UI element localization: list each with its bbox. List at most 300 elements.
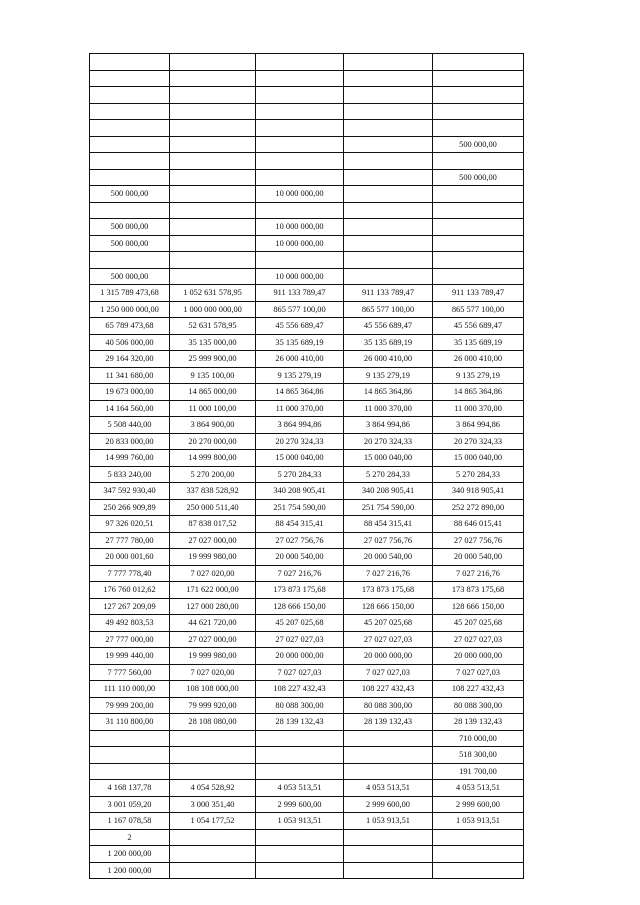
table-cell: 9 135 279,19: [433, 367, 524, 384]
table-row: [90, 153, 524, 170]
table-cell: 52 631 578,95: [170, 318, 256, 335]
table-cell: 500 000,00: [90, 186, 170, 203]
table-cell: [170, 763, 256, 780]
table-cell: 45 556 689,47: [344, 318, 433, 335]
table-cell: 500 000,00: [90, 219, 170, 236]
table-cell: 127 267 209,09: [90, 598, 170, 615]
table-cell: [90, 120, 170, 137]
table-cell: [344, 252, 433, 269]
table-cell: [256, 202, 344, 219]
table-cell: [170, 153, 256, 170]
table-cell: [344, 54, 433, 71]
table-cell: 7 027 216,76: [256, 565, 344, 582]
table-cell: 87 838 017,52: [170, 516, 256, 533]
table-cell: 14 999 760,00: [90, 450, 170, 467]
table-cell: [256, 252, 344, 269]
table-row: [90, 384, 524, 401]
table-cell: 20 000 000,00: [433, 648, 524, 665]
table-cell: 11 341 680,00: [90, 367, 170, 384]
table-cell: 9 135 279,19: [344, 367, 433, 384]
table-cell: [433, 54, 524, 71]
table-cell: 173 873 175,68: [344, 582, 433, 599]
table-cell: 2 999 600,00: [344, 796, 433, 813]
table-cell: 171 622 000,00: [170, 582, 256, 599]
table-cell: 1 250 000 000,00: [90, 301, 170, 318]
table-cell: [344, 87, 433, 104]
table-cell: 4 168 137,78: [90, 780, 170, 797]
table-cell: [170, 252, 256, 269]
table-cell: [433, 846, 524, 863]
table-cell: 35 135 689,19: [433, 334, 524, 351]
table-cell: 1 053 913,51: [256, 813, 344, 830]
table-cell: [256, 87, 344, 104]
table-cell: 911 133 789,47: [344, 285, 433, 302]
table-cell: 11 000 370,00: [433, 400, 524, 417]
table-cell: 4 054 528,92: [170, 780, 256, 797]
table-cell: 710 000,00: [433, 730, 524, 747]
table-cell: 88 646 015,41: [433, 516, 524, 533]
table-cell: [344, 235, 433, 252]
table-cell: 2: [90, 829, 170, 846]
table-cell: [170, 169, 256, 186]
table-cell: 5 270 284,33: [344, 466, 433, 483]
table-cell: 20 000 540,00: [433, 549, 524, 566]
financial-table: [89, 53, 524, 879]
table-cell: 5 270 284,33: [433, 466, 524, 483]
table-cell: [90, 252, 170, 269]
table-row: [90, 169, 524, 186]
table-row: [90, 136, 524, 153]
table-cell: [90, 136, 170, 153]
table-cell: 7 027 216,76: [344, 565, 433, 582]
table-cell: 27 027 027,03: [433, 631, 524, 648]
table-cell: [170, 862, 256, 879]
table-cell: [433, 103, 524, 120]
table-cell: 44 621 720,00: [170, 615, 256, 632]
table-cell: [90, 153, 170, 170]
table-cell: 88 454 315,41: [344, 516, 433, 533]
table-cell: 45 556 689,47: [256, 318, 344, 335]
table-cell: [90, 87, 170, 104]
table-cell: 27 027 756,76: [433, 532, 524, 549]
table-row: [90, 87, 524, 104]
table-cell: 7 027 216,76: [433, 565, 524, 582]
table-cell: 1 054 177,52: [170, 813, 256, 830]
table-cell: [170, 186, 256, 203]
table-row: [90, 532, 524, 549]
table-cell: [344, 747, 433, 764]
table-cell: 25 999 900,00: [170, 351, 256, 368]
table-cell: 108 227 432,43: [256, 681, 344, 698]
table-cell: [344, 153, 433, 170]
table-row: [90, 829, 524, 846]
table-cell: 4 053 513,51: [256, 780, 344, 797]
table-cell: 28 139 132,43: [433, 714, 524, 731]
table-row: [90, 54, 524, 71]
table-cell: 7 027 020,00: [170, 565, 256, 582]
table-cell: 79 999 200,00: [90, 697, 170, 714]
table-cell: [90, 730, 170, 747]
table-cell: 5 270 200,00: [170, 466, 256, 483]
table-cell: [344, 730, 433, 747]
table-cell: 14 999 800,00: [170, 450, 256, 467]
table-cell: 865 577 100,00: [433, 301, 524, 318]
table-cell: [344, 268, 433, 285]
table-cell: 26 000 410,00: [344, 351, 433, 368]
table-cell: 20 270 000,00: [170, 433, 256, 450]
table-cell: 500 000,00: [90, 268, 170, 285]
table-cell: 3 864 994,86: [433, 417, 524, 434]
table-cell: 20 270 324,33: [433, 433, 524, 450]
table-row: [90, 813, 524, 830]
table-cell: 27 027 027,03: [256, 631, 344, 648]
table-cell: [433, 120, 524, 137]
table-row: [90, 318, 524, 335]
table-cell: 250 000 511,40: [170, 499, 256, 516]
table-cell: 1 053 913,51: [433, 813, 524, 830]
table-cell: [90, 202, 170, 219]
table-cell: [256, 763, 344, 780]
table-cell: [433, 219, 524, 236]
table-cell: 35 135 000,00: [170, 334, 256, 351]
table-row: [90, 582, 524, 599]
table-cell: [433, 829, 524, 846]
table-cell: [256, 54, 344, 71]
table-cell: [90, 747, 170, 764]
table-cell: 340 208 905,41: [256, 483, 344, 500]
table-cell: 1 200 000,00: [90, 862, 170, 879]
table-cell: [90, 103, 170, 120]
table-row: [90, 664, 524, 681]
table-cell: 28 108 080,00: [170, 714, 256, 731]
table-cell: 15 000 040,00: [344, 450, 433, 467]
table-cell: 518 300,00: [433, 747, 524, 764]
table-cell: [170, 70, 256, 87]
table-row: [90, 615, 524, 632]
table-cell: [344, 103, 433, 120]
table-row: [90, 796, 524, 813]
table-cell: [170, 730, 256, 747]
table-row: [90, 186, 524, 203]
table-cell: [256, 862, 344, 879]
table-cell: 111 110 000,00: [90, 681, 170, 698]
table-cell: 5 508 440,00: [90, 417, 170, 434]
table-row: [90, 846, 524, 863]
table-cell: 340 208 905,41: [344, 483, 433, 500]
table-cell: [170, 747, 256, 764]
table-row: [90, 714, 524, 731]
table-cell: 2 999 600,00: [256, 796, 344, 813]
table-cell: 45 207 025,68: [256, 615, 344, 632]
table-cell: 7 027 027,03: [256, 664, 344, 681]
table-cell: 14 865 000,00: [170, 384, 256, 401]
table-cell: 911 133 789,47: [256, 285, 344, 302]
table-cell: [170, 829, 256, 846]
table-cell: 108 227 432,43: [344, 681, 433, 698]
table-cell: 27 027 027,03: [344, 631, 433, 648]
table-cell: 28 139 132,43: [256, 714, 344, 731]
table-row: [90, 235, 524, 252]
table-row: [90, 549, 524, 566]
table-cell: 35 135 689,19: [344, 334, 433, 351]
table-cell: [256, 70, 344, 87]
table-cell: 128 666 150,00: [433, 598, 524, 615]
table-cell: [170, 103, 256, 120]
table-cell: 251 754 590,00: [344, 499, 433, 516]
table-row: [90, 367, 524, 384]
table-cell: 11 000 370,00: [344, 400, 433, 417]
table-cell: 80 088 300,00: [344, 697, 433, 714]
table-cell: 3 001 059,20: [90, 796, 170, 813]
table-row: [90, 747, 524, 764]
table-cell: 20 000 540,00: [344, 549, 433, 566]
table-cell: [256, 747, 344, 764]
table-cell: 10 000 000,00: [256, 186, 344, 203]
table-cell: [256, 136, 344, 153]
table-cell: 14 865 364,86: [433, 384, 524, 401]
table-cell: 26 000 410,00: [433, 351, 524, 368]
table-cell: 500 000,00: [433, 169, 524, 186]
table-cell: 1 052 631 578,95: [170, 285, 256, 302]
table-row: [90, 433, 524, 450]
table-cell: 80 088 300,00: [433, 697, 524, 714]
table-row: [90, 516, 524, 533]
table-cell: 865 577 100,00: [344, 301, 433, 318]
table-cell: 3 000 351,40: [170, 796, 256, 813]
table-cell: 20 833 000,00: [90, 433, 170, 450]
table-cell: [90, 54, 170, 71]
table-cell: 340 918 905,41: [433, 483, 524, 500]
table-cell: [344, 862, 433, 879]
table-cell: [344, 763, 433, 780]
table-cell: 2 999 600,00: [433, 796, 524, 813]
table-cell: 19 999 440,00: [90, 648, 170, 665]
table-cell: 27 027 756,76: [344, 532, 433, 549]
table-cell: [170, 846, 256, 863]
table-cell: 88 454 315,41: [256, 516, 344, 533]
table-cell: [344, 120, 433, 137]
table-row: [90, 697, 524, 714]
table-cell: 3 864 900,00: [170, 417, 256, 434]
table-cell: 9 135 100,00: [170, 367, 256, 384]
table-cell: 27 777 780,00: [90, 532, 170, 549]
table-cell: 10 000 000,00: [256, 235, 344, 252]
table-cell: 1 167 078,58: [90, 813, 170, 830]
table-row: [90, 103, 524, 120]
table-row: [90, 120, 524, 137]
table-cell: 127 000 280,00: [170, 598, 256, 615]
table-cell: 20 000 000,00: [344, 648, 433, 665]
table-cell: [256, 120, 344, 137]
table-cell: 1 053 913,51: [344, 813, 433, 830]
table-cell: 251 754 590,00: [256, 499, 344, 516]
table-cell: 337 838 528,92: [170, 483, 256, 500]
table-cell: 128 666 150,00: [344, 598, 433, 615]
table-cell: 7 027 027,03: [433, 664, 524, 681]
table-cell: 250 266 909,89: [90, 499, 170, 516]
table-cell: [256, 169, 344, 186]
table-cell: [256, 153, 344, 170]
table-cell: 7 027 020,00: [170, 664, 256, 681]
table-cell: [344, 169, 433, 186]
table-row: [90, 252, 524, 269]
table-cell: 27 027 756,76: [256, 532, 344, 549]
table-cell: 15 000 040,00: [433, 450, 524, 467]
table-cell: [256, 730, 344, 747]
table-row: [90, 400, 524, 417]
table-cell: 27 027 000,00: [170, 631, 256, 648]
table-cell: 14 865 364,86: [256, 384, 344, 401]
table-cell: [170, 87, 256, 104]
table-cell: 252 272 890,00: [433, 499, 524, 516]
table-cell: 20 000 000,00: [256, 648, 344, 665]
table-row: [90, 763, 524, 780]
table-cell: 1 000 000 000,00: [170, 301, 256, 318]
table-cell: [433, 87, 524, 104]
table-cell: 3 864 994,86: [344, 417, 433, 434]
table-cell: 14 164 560,00: [90, 400, 170, 417]
table-cell: [344, 846, 433, 863]
table-row: [90, 202, 524, 219]
table-cell: 20 000 540,00: [256, 549, 344, 566]
table-cell: 1 315 789 473,68: [90, 285, 170, 302]
table-cell: [433, 186, 524, 203]
table-cell: [344, 202, 433, 219]
table-cell: 191 700,00: [433, 763, 524, 780]
table-cell: [344, 186, 433, 203]
table-cell: 20 270 324,33: [344, 433, 433, 450]
table-cell: [344, 136, 433, 153]
table-cell: 11 000 370,00: [256, 400, 344, 417]
table-cell: 97 326 020,51: [90, 516, 170, 533]
table-cell: 9 135 279,19: [256, 367, 344, 384]
table-cell: [256, 846, 344, 863]
table-row: [90, 780, 524, 797]
table-cell: 15 000 040,00: [256, 450, 344, 467]
table-cell: [170, 136, 256, 153]
table-cell: 347 592 930,40: [90, 483, 170, 500]
table-row: [90, 268, 524, 285]
table-cell: 500 000,00: [433, 136, 524, 153]
table-cell: 173 873 175,68: [256, 582, 344, 599]
table-cell: 5 270 284,33: [256, 466, 344, 483]
table-cell: 20 270 324,33: [256, 433, 344, 450]
table-cell: 865 577 100,00: [256, 301, 344, 318]
table-cell: 20 000 001,60: [90, 549, 170, 566]
table-cell: 19 999 980,00: [170, 549, 256, 566]
table-cell: 3 864 994,86: [256, 417, 344, 434]
table-row: [90, 681, 524, 698]
table-cell: 4 053 513,51: [344, 780, 433, 797]
table-cell: 45 556 689,47: [433, 318, 524, 335]
table-cell: 1 200 000,00: [90, 846, 170, 863]
table-cell: 27 777 000,00: [90, 631, 170, 648]
table-cell: 31 110 800,00: [90, 714, 170, 731]
table-cell: 7 027 027,03: [344, 664, 433, 681]
table-row: [90, 417, 524, 434]
table-cell: 27 027 000,00: [170, 532, 256, 549]
table-cell: 28 139 132,43: [344, 714, 433, 731]
table-row: [90, 565, 524, 582]
table-row: [90, 598, 524, 615]
table-row: [90, 301, 524, 318]
table-cell: 4 053 513,51: [433, 780, 524, 797]
table-cell: [433, 235, 524, 252]
table-cell: 19 673 000,00: [90, 384, 170, 401]
table-cell: [344, 829, 433, 846]
table-row: [90, 285, 524, 302]
table-row: [90, 334, 524, 351]
table-cell: 10 000 000,00: [256, 219, 344, 236]
table-cell: [433, 70, 524, 87]
table-cell: 29 164 320,00: [90, 351, 170, 368]
table-row: [90, 351, 524, 368]
table-cell: 108 108 000,00: [170, 681, 256, 698]
table-cell: [170, 202, 256, 219]
table-cell: 108 227 432,43: [433, 681, 524, 698]
table-cell: [90, 763, 170, 780]
table-cell: [433, 202, 524, 219]
table-cell: 7 777 560,00: [90, 664, 170, 681]
table-cell: [170, 219, 256, 236]
table-row: [90, 70, 524, 87]
table-cell: 5 833 240,00: [90, 466, 170, 483]
table-cell: [90, 70, 170, 87]
table-cell: 49 492 803,53: [90, 615, 170, 632]
table-cell: 40 506 000,00: [90, 334, 170, 351]
table-body: [90, 54, 524, 879]
table-cell: 500 000,00: [90, 235, 170, 252]
table-cell: [170, 54, 256, 71]
table-row: [90, 466, 524, 483]
table-row: [90, 219, 524, 236]
table-cell: [256, 103, 344, 120]
table-cell: 80 088 300,00: [256, 697, 344, 714]
table-cell: 10 000 000,00: [256, 268, 344, 285]
table-cell: [344, 70, 433, 87]
table-cell: 19 999 980,00: [170, 648, 256, 665]
table-cell: [433, 252, 524, 269]
table-row: [90, 450, 524, 467]
table-row: [90, 499, 524, 516]
table-cell: 65 789 473,68: [90, 318, 170, 335]
table-cell: [256, 829, 344, 846]
table-cell: 35 135 689,19: [256, 334, 344, 351]
table-cell: [433, 862, 524, 879]
table-cell: [433, 268, 524, 285]
table-row: [90, 648, 524, 665]
table-cell: 128 666 150,00: [256, 598, 344, 615]
table-cell: 173 873 175,68: [433, 582, 524, 599]
table-cell: 7 777 778,40: [90, 565, 170, 582]
table-row: [90, 483, 524, 500]
table-cell: 79 999 920,00: [170, 697, 256, 714]
table-cell: [170, 235, 256, 252]
table-cell: 45 207 025,68: [433, 615, 524, 632]
table-cell: [344, 219, 433, 236]
table-row: [90, 730, 524, 747]
table-cell: 45 207 025,68: [344, 615, 433, 632]
table-cell: [170, 268, 256, 285]
table-cell: 26 000 410,00: [256, 351, 344, 368]
table-row: [90, 631, 524, 648]
table-cell: 14 865 364,86: [344, 384, 433, 401]
table-cell: 176 760 012,62: [90, 582, 170, 599]
table-cell: 11 000 100,00: [170, 400, 256, 417]
table-cell: 911 133 789,47: [433, 285, 524, 302]
table-cell: [90, 169, 170, 186]
table-row: [90, 862, 524, 879]
